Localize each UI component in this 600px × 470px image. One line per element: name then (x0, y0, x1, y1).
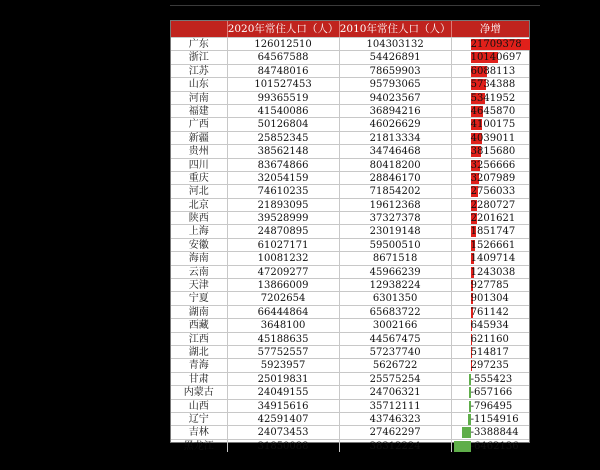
cell-net-increase (452, 266, 529, 278)
cell-pop-2020: 66444864 (228, 306, 340, 318)
cell-pop-2020: 25852345 (228, 132, 340, 144)
cell-pop-2010: 36894216 (340, 105, 452, 117)
cell-net-increase (452, 239, 529, 251)
cell-pop-2020: 101527453 (228, 78, 340, 90)
net-increase-value: -1154916 (470, 413, 519, 425)
cell-pop-2010: 38312224 (340, 440, 452, 452)
cell-province: 浙江 (171, 51, 228, 63)
table-row (171, 399, 529, 412)
cell-province: 西藏 (171, 319, 228, 331)
cell-pop-2010: 12938224 (340, 279, 452, 291)
cell-pop-2020: 21893095 (228, 199, 340, 211)
net-increase-value: 1409714 (470, 253, 516, 265)
net-increase-value: 1526661 (470, 239, 516, 251)
header-net-increase: 净增 (479, 23, 501, 35)
net-increase-value: -796495 (470, 400, 513, 412)
cell-net-increase (452, 51, 529, 63)
net-increase-value: 621160 (470, 333, 509, 345)
cell-pop-2010: 43746323 (340, 413, 452, 425)
cell-net-increase (452, 306, 529, 318)
cell-pop-2010: 59500510 (340, 239, 452, 251)
net-increase-value: 2280727 (470, 199, 516, 211)
cell-province: 河北 (171, 185, 228, 197)
cell-pop-2010: 45966239 (340, 266, 452, 278)
net-increase-value: 927785 (470, 280, 509, 292)
cell-province: 甘肃 (171, 373, 228, 385)
net-increase-value: -555423 (470, 373, 513, 385)
cell-pop-2020: 25019831 (228, 373, 340, 385)
table-row (171, 332, 529, 345)
net-increase-value: 3207989 (470, 172, 516, 184)
cell-pop-2020: 61027171 (228, 239, 340, 251)
table-row (171, 77, 529, 90)
cell-pop-2020: 39528999 (228, 212, 340, 224)
cell-net-increase (452, 252, 529, 264)
cell-net-increase (452, 359, 529, 371)
cell-pop-2020: 24049155 (228, 386, 340, 398)
cell-pop-2010: 35712111 (340, 400, 452, 412)
header-pop-2020: 2020年常住人口（人） (227, 23, 339, 35)
table-row (171, 251, 529, 264)
cell-net-increase (452, 105, 529, 117)
cell-province: 湖北 (171, 346, 228, 358)
net-increase-value: 3815680 (470, 146, 516, 158)
table-row (171, 439, 529, 452)
cell-pop-2020: 5923957 (228, 359, 340, 371)
cell-pop-2010: 57237740 (340, 346, 452, 358)
cell-pop-2020: 83674866 (228, 159, 340, 171)
net-increase-value: 761142 (470, 306, 509, 318)
cell-pop-2010: 65683722 (340, 306, 452, 318)
cell-pop-2020: 42591407 (228, 413, 340, 425)
table-row (171, 385, 529, 398)
net-increase-value: 5341952 (470, 92, 516, 104)
net-increase-value: 645934 (470, 320, 509, 332)
table-row (171, 184, 529, 197)
table-row (171, 117, 529, 130)
cell-pop-2010: 34746468 (340, 145, 452, 157)
cell-pop-2010: 25575254 (340, 373, 452, 385)
cell-pop-2010: 21813334 (340, 132, 452, 144)
net-increase-value: 4645870 (470, 105, 516, 117)
cell-province: 青海 (171, 359, 228, 371)
table-row (171, 50, 529, 63)
cell-province: 海南 (171, 252, 228, 264)
cell-net-increase (452, 92, 529, 104)
cell-pop-2010: 104303132 (340, 38, 452, 50)
cell-pop-2010: 44567475 (340, 333, 452, 345)
cell-province: 贵州 (171, 145, 228, 157)
cell-pop-2010: 78659903 (340, 65, 452, 77)
table-row (171, 171, 529, 184)
cell-net-increase (452, 292, 529, 304)
cell-pop-2010: 54426891 (340, 51, 452, 63)
cell-pop-2010: 80418200 (340, 159, 452, 171)
cell-province: 天津 (171, 279, 228, 291)
cell-net-increase (452, 279, 529, 291)
cell-pop-2010: 19612368 (340, 199, 452, 211)
table-row (171, 412, 529, 425)
cell-pop-2020: 41540086 (228, 105, 340, 117)
cell-net-increase (452, 386, 529, 398)
cell-pop-2010: 28846170 (340, 172, 452, 184)
cell-net-increase (452, 413, 529, 425)
population-table (170, 20, 530, 452)
cell-pop-2010: 24706321 (340, 386, 452, 398)
table-body (171, 37, 529, 452)
table-row (171, 265, 529, 278)
cell-net-increase (452, 118, 529, 130)
cell-pop-2020: 34915616 (228, 400, 340, 412)
cell-net-increase (452, 333, 529, 345)
cell-pop-2020: 3648100 (228, 319, 340, 331)
header-pop-2010: 2010年常住人口（人） (339, 23, 451, 35)
net-increase-value: 6088113 (470, 65, 516, 77)
cell-province: 吉林 (171, 426, 228, 438)
table-row (171, 278, 529, 291)
cell-pop-2010: 27462297 (340, 426, 452, 438)
cell-net-increase (452, 346, 529, 358)
net-increase-bar (462, 427, 471, 438)
table-row (171, 238, 529, 251)
net-increase-value: 297235 (470, 360, 509, 372)
cell-pop-2020: 126012510 (228, 38, 340, 50)
cell-pop-2020: 47209277 (228, 266, 340, 278)
table-row (171, 318, 529, 331)
cell-province: 宁夏 (171, 292, 228, 304)
cell-province: 山东 (171, 78, 228, 90)
cell-pop-2010: 23019148 (340, 225, 452, 237)
net-increase-value: 1243038 (470, 266, 516, 278)
cell-province: 云南 (171, 266, 228, 278)
table-row (171, 37, 529, 50)
net-increase-value: 4100175 (470, 119, 516, 131)
cell-province: 福建 (171, 105, 228, 117)
cell-net-increase (452, 185, 529, 197)
cell-pop-2020: 74610235 (228, 185, 340, 197)
table-row (171, 131, 529, 144)
cell-net-increase (452, 38, 529, 50)
table-row (171, 372, 529, 385)
table-row (171, 425, 529, 438)
cell-pop-2020: 32054159 (228, 172, 340, 184)
cell-pop-2020: 38562148 (228, 145, 340, 157)
cell-net-increase (452, 199, 529, 211)
cell-pop-2020: 7202654 (228, 292, 340, 304)
net-increase-value: 514817 (470, 346, 509, 358)
cell-province: 山西 (171, 400, 228, 412)
net-increase-value: -657166 (470, 387, 513, 399)
cell-net-increase (452, 78, 529, 90)
net-increase-value: 2756033 (470, 186, 516, 198)
table-row (171, 358, 529, 371)
header-province (171, 21, 228, 37)
cell-pop-2010: 71854202 (340, 185, 452, 197)
cell-province: 江苏 (171, 65, 228, 77)
net-increase-value: 10140697 (470, 52, 522, 64)
cell-province: 湖南 (171, 306, 228, 318)
net-increase-bar (454, 441, 471, 452)
cell-pop-2010: 6301350 (340, 292, 452, 304)
net-increase-value: 3256666 (470, 159, 516, 171)
cell-province: 河南 (171, 92, 228, 104)
top-divider (170, 5, 540, 6)
cell-net-increase (452, 172, 529, 184)
table-row (171, 144, 529, 157)
cell-net-increase (452, 373, 529, 385)
net-increase-value: 2201621 (470, 213, 516, 225)
table-row (171, 345, 529, 358)
cell-province: 四川 (171, 159, 228, 171)
cell-pop-2020: 13866009 (228, 279, 340, 291)
cell-net-increase (452, 319, 529, 331)
cell-province: 辽宁 (171, 413, 228, 425)
cell-pop-2020: 24870895 (228, 225, 340, 237)
cell-net-increase (452, 225, 529, 237)
cell-pop-2020: 84748016 (228, 65, 340, 77)
cell-province: 安徽 (171, 239, 228, 251)
cell-pop-2020: 45188635 (228, 333, 340, 345)
cell-net-increase (452, 426, 529, 438)
cell-province: 内蒙古 (171, 386, 228, 398)
cell-province: 北京 (171, 199, 228, 211)
net-increase-value: 901304 (470, 293, 509, 305)
cell-pop-2020: 57752557 (228, 346, 340, 358)
cell-pop-2020: 31850088 (228, 440, 340, 452)
table-row (171, 305, 529, 318)
cell-province: 重庆 (171, 172, 228, 184)
cell-pop-2020: 99365519 (228, 92, 340, 104)
cell-province: 广东 (171, 38, 228, 50)
net-increase-value: 4039011 (470, 132, 516, 144)
table-row (171, 211, 529, 224)
cell-province: 江西 (171, 333, 228, 345)
table-row (171, 104, 529, 117)
net-increase-value: 1851747 (470, 226, 516, 238)
cell-province: 陕西 (171, 212, 228, 224)
cell-pop-2010: 3002166 (340, 319, 452, 331)
cell-pop-2010: 37327378 (340, 212, 452, 224)
cell-pop-2020: 24073453 (228, 426, 340, 438)
net-increase-value: 21709378 (470, 39, 522, 50)
table-row (171, 64, 529, 77)
net-increase-value: 5734388 (470, 79, 516, 91)
cell-pop-2010: 5626722 (340, 359, 452, 371)
cell-province: 广西 (171, 118, 228, 130)
cell-net-increase (452, 212, 529, 224)
cell-pop-2010: 46026629 (340, 118, 452, 130)
cell-net-increase (452, 65, 529, 77)
cell-pop-2020: 50126804 (228, 118, 340, 130)
cell-net-increase (452, 400, 529, 412)
cell-net-increase (452, 145, 529, 157)
cell-net-increase (452, 440, 529, 452)
cell-province: 上海 (171, 225, 228, 237)
cell-province: 黑龙江 (171, 440, 228, 452)
cell-net-increase (452, 159, 529, 171)
table-row (171, 198, 529, 211)
table-row (171, 91, 529, 104)
cell-pop-2020: 10081232 (228, 252, 340, 264)
table-header (171, 21, 529, 37)
cell-pop-2010: 8671518 (340, 252, 452, 264)
cell-province: 新疆 (171, 132, 228, 144)
table-row (171, 224, 529, 237)
net-increase-value: -6462136 (470, 440, 519, 452)
cell-net-increase (452, 132, 529, 144)
cell-pop-2010: 94023567 (340, 92, 452, 104)
net-increase-value: -3388844 (470, 427, 519, 439)
table-row (171, 158, 529, 171)
cell-pop-2020: 64567588 (228, 51, 340, 63)
cell-pop-2010: 95793065 (340, 78, 452, 90)
table-row (171, 291, 529, 304)
